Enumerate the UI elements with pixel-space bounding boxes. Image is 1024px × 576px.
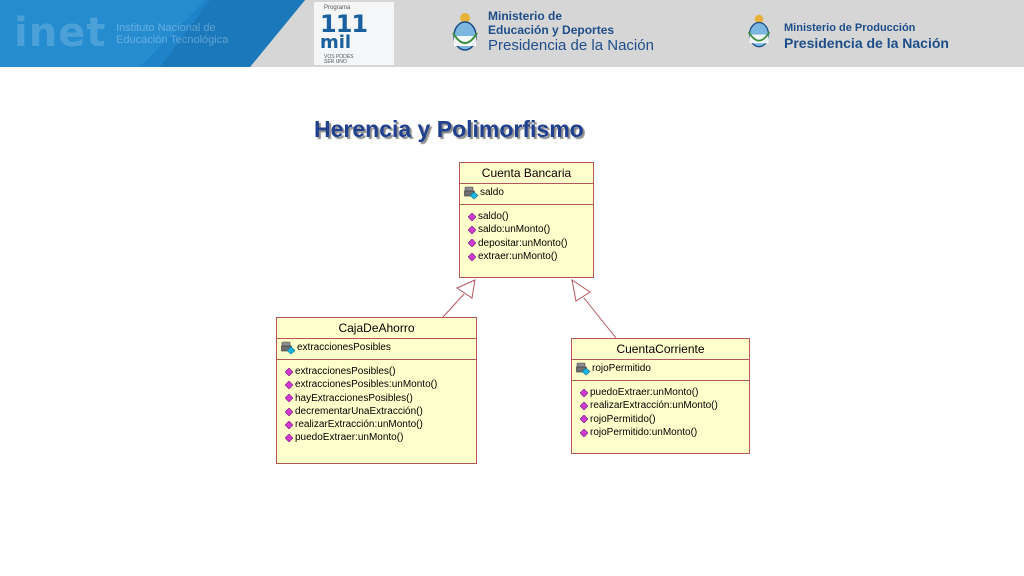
operation-label: rojoPermitido:unMonto() [590, 426, 698, 438]
operation-row [580, 386, 749, 399]
operation-row [285, 365, 476, 378]
operation-icon [468, 253, 476, 261]
operation-icon [285, 434, 293, 442]
operation-row [285, 405, 476, 418]
inet-logo: inet [14, 10, 107, 56]
operation-icon [285, 394, 293, 402]
operation-label: puedoExtraer:unMonto() [295, 432, 404, 444]
operation-label: extraccionesPosibles:unMonto() [295, 379, 438, 391]
attribute-compartment [572, 360, 749, 381]
operation-compartment [572, 381, 749, 439]
inet-institute-name: Instituto Nacional de Educación Tecnológica [116, 22, 229, 46]
class-name: CuentaCorriente [572, 339, 749, 360]
operation-row [580, 399, 749, 412]
operation-row [285, 378, 476, 391]
operation-row [580, 413, 749, 426]
attribute-row [576, 362, 749, 376]
operation-row [285, 431, 476, 444]
operation-icon [468, 239, 476, 247]
class-caja-de-ahorro[interactable] [276, 317, 477, 464]
private-attribute-icon [576, 362, 591, 376]
operation-row [468, 210, 593, 223]
operation-row [285, 392, 476, 405]
attribute-label: saldo [480, 187, 504, 199]
generalization-link-cuentacorriente [572, 280, 616, 338]
operation-compartment [460, 205, 593, 263]
operation-label: decrementarUnaExtracción() [295, 405, 423, 417]
operation-row [468, 223, 593, 236]
attribute-label: extraccionesPosibles [297, 342, 391, 354]
ministry-production-name: Ministerio de Producción Presidencia de la Nación [784, 22, 949, 51]
operation-icon [285, 421, 293, 429]
operation-icon [580, 389, 588, 397]
operation-label: saldo() [478, 211, 509, 222]
operation-icon [580, 429, 588, 437]
class-cuenta-corriente[interactable] [571, 338, 750, 454]
generalization-link-cajadeahorro [443, 280, 475, 317]
operation-row [468, 237, 593, 250]
private-attribute-icon [281, 341, 296, 355]
operation-row [285, 418, 476, 431]
class-name: Cuenta Bancaria [460, 163, 593, 184]
operation-icon [285, 408, 293, 416]
attribute-compartment [277, 339, 476, 360]
operation-label: realizarExtracción:unMonto() [295, 419, 423, 431]
class-name: CajaDeAhorro [277, 318, 476, 339]
class-cuenta-bancaria[interactable] [459, 162, 594, 278]
attribute-row [281, 341, 476, 355]
operation-label: extraer:unMonto() [478, 250, 558, 262]
operation-icon [285, 368, 293, 376]
slide-title: Herencia y Polimorfismo [314, 116, 584, 142]
attribute-label: rojoPermitido [592, 363, 651, 375]
operation-label: puedoExtraer:unMonto() [590, 387, 699, 398]
attribute-row [464, 186, 593, 200]
operation-label: hayExtraccionesPosibles() [295, 392, 413, 404]
program-word: mil [320, 32, 352, 53]
attribute-compartment [460, 184, 593, 205]
program-number: 111 [320, 10, 368, 38]
operation-label: realizarExtracción:unMonto() [590, 400, 718, 412]
operation-icon [468, 226, 476, 234]
operation-label: rojoPermitido() [590, 413, 656, 425]
private-attribute-icon [464, 186, 479, 200]
operation-icon [580, 402, 588, 410]
program-slogan: VOS PODÉS SER UNO [324, 54, 354, 65]
operation-label: extraccionesPosibles() [295, 366, 396, 377]
operation-icon [580, 415, 588, 423]
operation-row [468, 250, 593, 263]
operation-row [580, 426, 749, 439]
operation-label: saldo:unMonto() [478, 224, 551, 236]
operation-icon [285, 381, 293, 389]
program-label: Programa [324, 5, 351, 11]
operation-compartment [277, 360, 476, 445]
ministry-education-name: Ministerio de Educación y Deportes Presidencia de la Nación [488, 9, 654, 54]
operation-label: depositar:unMonto() [478, 237, 568, 249]
operation-icon [468, 213, 476, 221]
